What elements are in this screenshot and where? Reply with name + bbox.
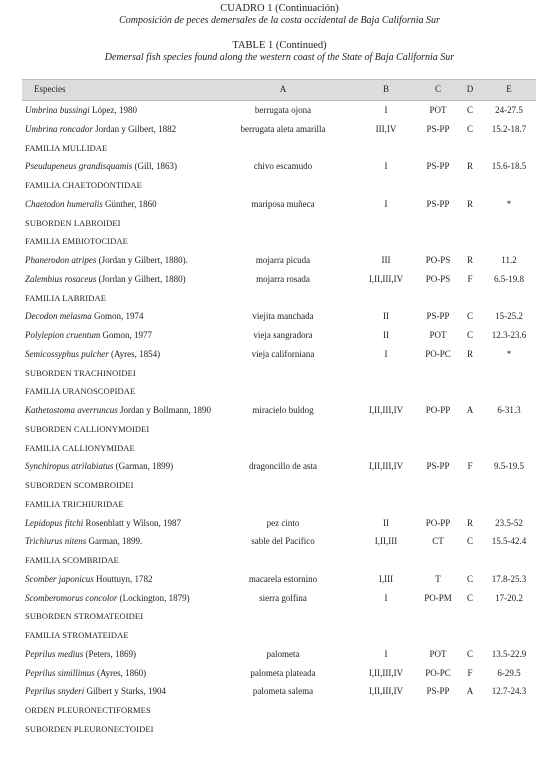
column-c-cell: PO-PS xyxy=(425,273,451,284)
table-row xyxy=(22,120,536,139)
species-author: Gomon, 1977 xyxy=(100,330,152,340)
species-scientific-name: Scomberomorus concolor xyxy=(25,592,118,603)
table-row xyxy=(22,645,536,664)
species-cell xyxy=(25,645,136,664)
table-row xyxy=(22,195,536,214)
common-name-cell: dragoncillo de asta xyxy=(249,461,317,472)
column-c-cell: PO-PP xyxy=(425,517,451,528)
group-heading-row xyxy=(22,720,536,739)
species-author: Jordan y Gilbert, 1882 xyxy=(92,123,177,134)
column-d-cell: C xyxy=(466,105,473,115)
group-heading-row xyxy=(22,364,536,383)
table-subtitle: Demersal fish species found along the western coast of the State of Baja California Sur xyxy=(104,52,455,63)
species-cell xyxy=(25,120,176,139)
species-cell xyxy=(25,345,160,364)
species-cell xyxy=(25,101,137,120)
column-c-cell: POT xyxy=(429,105,447,115)
common-name-cell: vieja sangradora xyxy=(253,330,313,340)
group-heading-row xyxy=(22,626,536,645)
species-scientific-name: Pseudupeneus grandisquamis xyxy=(25,161,133,172)
species-scientific-name: Decodon melasma xyxy=(25,311,92,322)
species-author: (Peters, 1869) xyxy=(83,648,136,659)
common-name-cell: vieja californiana xyxy=(251,348,315,359)
common-name-cell: macarela estornino xyxy=(248,573,318,584)
species-cell xyxy=(25,589,190,608)
range-cell: 17-20.2 xyxy=(495,592,523,603)
column-d-cell: F xyxy=(467,273,473,284)
column-d-cell: R xyxy=(466,198,473,209)
species-scientific-name: Synchiropus atrilabiatus xyxy=(25,461,114,472)
column-b-cell: II xyxy=(383,330,389,340)
column-header-especies: Especies xyxy=(34,84,66,94)
species-author: Gilbert y Starks, 1904 xyxy=(84,686,166,697)
species-scientific-name: Chaetodon humeralis xyxy=(25,198,103,209)
column-d-cell: C xyxy=(466,311,473,322)
column-b-cell: I xyxy=(384,648,388,659)
group-heading: SUBORDEN STROMATEOIDEI xyxy=(25,611,144,622)
range-cell: 24-27.5 xyxy=(495,105,523,115)
species-cell xyxy=(25,401,211,420)
column-c-cell: PO-PM xyxy=(424,592,452,603)
column-c-cell: CT xyxy=(432,536,444,547)
column-d-cell: R xyxy=(466,161,473,172)
species-author: Rosenblatt y Wilson, 1987 xyxy=(83,517,181,528)
table-row xyxy=(22,401,536,420)
group-heading: FAMILIA TRICHIURIDAE xyxy=(25,498,124,509)
species-cell xyxy=(25,570,153,589)
species-cell xyxy=(25,664,146,683)
column-c-cell: PO-PC xyxy=(425,348,451,359)
group-heading-row xyxy=(22,289,536,308)
range-cell: 15.6-18.5 xyxy=(491,161,527,172)
species-cell xyxy=(25,326,152,345)
column-b-cell: I xyxy=(384,161,388,172)
column-d-cell: C xyxy=(466,330,473,340)
column-c-cell: PS-PP xyxy=(426,461,450,472)
species-author: (Ayres, 1860) xyxy=(94,667,147,678)
range-cell: 12.7-24.3 xyxy=(491,686,527,697)
range-cell: 15.2-18.7 xyxy=(491,123,527,134)
table-row xyxy=(22,101,536,120)
cuadro-subtitle: Composición de peces demersales de la costa occidental de Baja California Sur xyxy=(119,15,440,26)
table-row xyxy=(22,589,536,608)
group-heading-row xyxy=(22,139,536,158)
species-cell xyxy=(25,270,186,289)
table-row xyxy=(22,664,536,683)
group-heading: FAMILIA URANOSCOPIDAE xyxy=(25,386,136,397)
species-cell xyxy=(25,251,188,270)
column-b-cell: I xyxy=(384,348,388,359)
species-scientific-name: Umbrina bussingi xyxy=(25,105,90,115)
range-cell: 15.5-42.4 xyxy=(491,536,527,547)
range-cell: 12.3-23.6 xyxy=(491,330,527,340)
species-author: Jordan y Bollmann, 1890 xyxy=(117,405,211,415)
column-header-c: C xyxy=(434,84,441,94)
column-b-cell: I,III xyxy=(378,573,394,584)
group-heading-row xyxy=(22,420,536,439)
column-d-cell: A xyxy=(466,405,474,415)
common-name-cell: mariposa muñeca xyxy=(251,198,315,209)
common-name-cell: miracielo buldog xyxy=(252,405,314,415)
group-heading-row xyxy=(22,476,536,495)
species-table xyxy=(22,79,536,739)
common-name-cell: sierra golfina xyxy=(259,592,307,603)
table-row xyxy=(22,682,536,701)
column-b-cell: II xyxy=(383,517,389,528)
range-cell: 17.8-25.3 xyxy=(491,573,527,584)
column-d-cell: R xyxy=(466,255,473,265)
common-name-cell: mojarra picuda xyxy=(255,255,311,265)
column-b-cell: I,II,III,IV xyxy=(368,405,404,415)
species-cell xyxy=(25,457,173,476)
table-row xyxy=(22,326,536,345)
common-name-cell: viejita manchada xyxy=(252,311,314,322)
column-c-cell: POT xyxy=(429,648,447,659)
group-heading-row xyxy=(22,176,536,195)
range-cell: 6-31.3 xyxy=(497,405,521,415)
range-cell: 9.5-19.5 xyxy=(494,461,524,472)
group-heading: SUBORDEN SCOMBROIDEI xyxy=(25,480,134,490)
column-c-cell: PO-PP xyxy=(425,405,451,415)
column-c-cell: PO-PC xyxy=(425,667,451,678)
species-scientific-name: Zalembius rosaceus xyxy=(25,273,97,284)
species-scientific-name: Scomber japonicus xyxy=(25,573,94,584)
column-b-cell: I,II,III xyxy=(374,536,398,547)
species-author: Günther, 1860 xyxy=(102,198,157,209)
group-heading: SUBORDEN PLEURONECTOIDEI xyxy=(25,723,154,734)
group-heading-row xyxy=(22,551,536,570)
species-scientific-name: Peprilus snyderi xyxy=(25,686,85,697)
table-row xyxy=(22,270,536,289)
column-d-cell: C xyxy=(466,592,473,603)
column-c-cell: PO-PS xyxy=(425,255,451,265)
group-heading: ORDEN PLEURONECTIFORMES xyxy=(25,705,151,715)
group-heading: FAMILIA CHAETODONTIDAE xyxy=(25,180,142,190)
table-header xyxy=(22,79,536,101)
group-heading-row xyxy=(22,232,536,251)
species-scientific-name: Kathetostoma averruncus xyxy=(25,405,118,415)
species-author: Garman, 1899. xyxy=(86,536,143,547)
column-b-cell: II xyxy=(383,311,389,322)
table-row xyxy=(22,570,536,589)
column-d-cell: F xyxy=(467,461,473,472)
column-d-cell: R xyxy=(466,348,473,359)
species-author: (Lockington, 1879) xyxy=(117,592,190,603)
group-heading: SUBORDEN TRACHINOIDEI xyxy=(25,367,136,378)
species-author: (Ayres, 1854) xyxy=(108,348,161,359)
species-cell xyxy=(25,532,142,551)
column-c-cell: PS-PP xyxy=(426,198,450,209)
table-row xyxy=(22,532,536,551)
table-row xyxy=(22,251,536,270)
species-author: (Garman, 1899) xyxy=(113,461,174,472)
column-c-cell: T xyxy=(435,573,441,584)
species-author: Gomon, 1974 xyxy=(91,311,144,322)
group-heading: FAMILIA EMBIOTOCIDAE xyxy=(25,236,128,247)
column-c-cell: PS-PP xyxy=(426,123,450,134)
column-c-cell: PS-PP xyxy=(426,311,450,322)
column-d-cell: R xyxy=(466,517,473,528)
column-b-cell: I xyxy=(384,105,388,115)
common-name-cell: berrugata ojona xyxy=(254,105,312,115)
species-author: (Gill, 1863) xyxy=(132,161,177,172)
group-heading: SUBORDEN LABROIDEI xyxy=(25,217,121,228)
species-scientific-name: Polylepion cruentum xyxy=(25,330,101,340)
common-name-cell: palometa plateada xyxy=(250,667,316,678)
range-cell: 23.5-52 xyxy=(495,517,523,528)
table-row xyxy=(22,457,536,476)
column-d-cell: C xyxy=(466,536,473,547)
column-c-cell: PS-PP xyxy=(426,686,450,697)
group-heading: FAMILIA STROMATEIDAE xyxy=(25,630,129,640)
species-cell xyxy=(25,514,181,533)
column-d-cell: A xyxy=(466,686,474,697)
species-cell xyxy=(25,157,177,176)
species-author: Houttuyn, 1782 xyxy=(93,573,153,584)
column-b-cell: III,IV xyxy=(375,123,397,134)
range-cell: 13.5-22.9 xyxy=(491,648,527,659)
species-scientific-name: Phanerodon atripes xyxy=(25,255,97,265)
species-author: (Jordan y Gilbert, 1880) xyxy=(96,273,186,284)
species-cell xyxy=(25,307,144,326)
species-scientific-name: Umbrina roncador xyxy=(25,123,93,134)
group-heading-row xyxy=(22,701,536,720)
group-heading-row xyxy=(22,439,536,458)
species-cell xyxy=(25,195,157,214)
range-cell: * xyxy=(506,198,512,209)
group-heading-row xyxy=(22,607,536,626)
column-b-cell: I,II,III,IV xyxy=(368,273,404,284)
column-header-b: B xyxy=(382,84,389,94)
common-name-cell: berrugata aleta amarilla xyxy=(240,123,326,134)
column-header-e: E xyxy=(506,84,512,94)
species-cell xyxy=(25,682,166,701)
column-c-cell: POT xyxy=(429,330,447,340)
range-cell: 6-29.5 xyxy=(497,667,521,678)
column-d-cell: C xyxy=(466,573,473,584)
column-d-cell: C xyxy=(466,648,473,659)
species-scientific-name: Semicossyphus pulcher xyxy=(25,348,109,359)
table-title: TABLE 1 (Continued) xyxy=(232,40,327,51)
species-scientific-name: Trichiurus nitens xyxy=(25,536,87,547)
group-heading: SUBORDEN CALLIONYMOIDEI xyxy=(25,423,150,434)
table-row xyxy=(22,307,536,326)
cuadro-title: CUADRO 1 (Continuación) xyxy=(220,3,339,14)
common-name-cell: mojarra rosada xyxy=(256,273,310,284)
range-cell: 15-25.2 xyxy=(495,311,523,322)
species-author: López, 1980 xyxy=(89,105,138,115)
column-d-cell: F xyxy=(467,667,473,678)
column-b-cell: III xyxy=(381,255,391,265)
species-author: (Jordan y Gilbert, 1880). xyxy=(96,255,188,265)
common-name-cell: sable del Pacífico xyxy=(251,536,315,547)
species-scientific-name: Lepidopus fitchi xyxy=(25,517,84,528)
column-header-a: A xyxy=(279,84,287,94)
column-d-cell: C xyxy=(466,123,473,134)
range-cell: * xyxy=(506,348,512,359)
common-name-cell: palometa xyxy=(266,648,300,659)
species-scientific-name: Peprilus medius xyxy=(25,648,84,659)
common-name-cell: chivo escamudo xyxy=(253,161,313,172)
table-row xyxy=(22,345,536,364)
group-heading: FAMILIA CALLIONYMIDAE xyxy=(25,442,135,453)
common-name-cell: pez cinto xyxy=(266,517,300,528)
table-row xyxy=(22,157,536,176)
column-b-cell: I,II,III,IV xyxy=(368,686,404,697)
group-heading: FAMILIA SCOMBRIDAE xyxy=(25,555,119,565)
group-heading: FAMILIA MULLIDAE xyxy=(25,142,108,153)
column-b-cell: I,II,III,IV xyxy=(368,667,404,678)
group-heading-row xyxy=(22,382,536,401)
group-heading: FAMILIA LABRIDAE xyxy=(25,292,107,303)
group-heading-row xyxy=(22,214,536,233)
column-c-cell: PS-PP xyxy=(426,161,450,172)
column-b-cell: I xyxy=(384,198,388,209)
column-b-cell: I xyxy=(384,592,388,603)
column-header-d: D xyxy=(466,84,474,94)
range-cell: 11.2 xyxy=(501,255,517,265)
table-row xyxy=(22,514,536,533)
column-b-cell: I,II,III,IV xyxy=(368,461,404,472)
common-name-cell: palometa salema xyxy=(252,686,314,697)
table-body xyxy=(22,101,536,739)
range-cell: 6.5-19.8 xyxy=(494,273,524,284)
species-scientific-name: Peprilus simillimus xyxy=(25,667,95,678)
group-heading-row xyxy=(22,495,536,514)
